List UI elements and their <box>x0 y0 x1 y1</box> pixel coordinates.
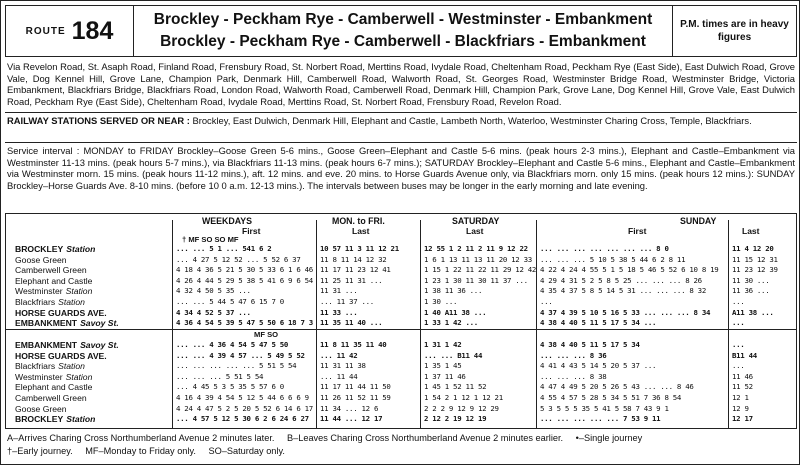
time-cell-wd: ... ... 5 1 ... 541 6 2 <box>176 244 272 253</box>
time-cell-sunl: 11 15 12 31 <box>732 254 778 264</box>
stop-name-text: Elephant and Castle <box>15 382 93 393</box>
time-cell-wd: 4 34 4 52 5 37 ... <box>176 307 251 317</box>
time-cell-wd: 4 16 4 39 4 54 5 12 5 44 6 6 6 9 <box>176 393 309 402</box>
time-cell-sat: 1 38 11 36 ... <box>424 286 483 296</box>
route-number-box <box>6 6 134 56</box>
stop-name <box>15 308 107 318</box>
stop-name-suffix: Station <box>65 286 93 297</box>
sunday-header: SUNDAY <box>680 216 717 226</box>
stop-name <box>15 382 92 392</box>
time-cell-sun: 4 41 4 43 5 14 5 20 5 37 ... <box>540 361 657 371</box>
time-cell-wd: 4 36 4 54 5 39 5 47 5 50 6 18 7 3 <box>176 318 313 328</box>
time-cell-wd: 4 32 4 50 5 35 ... <box>176 286 251 296</box>
route-number: 184 <box>71 16 114 45</box>
time-cell-sun: ... <box>540 297 553 306</box>
time-cell-sun: 4 37 4 39 5 10 5 16 5 33 ... ... ... 8 34 <box>540 307 711 317</box>
table-row <box>6 255 796 265</box>
time-cell-sun: ... ... ... 8 36 <box>540 350 607 360</box>
stop-name <box>15 372 92 382</box>
time-cell-sat: 1 6 1 13 11 13 11 20 12 33 <box>424 254 532 264</box>
time-cell-sat: 1 30 ... <box>424 297 458 306</box>
weekdays-header: WEEKDAYS <box>202 216 253 226</box>
divider <box>5 112 797 113</box>
stop-name-text: HORSE GUARDS AVE. <box>15 350 107 361</box>
time-cell-sunl: 11 23 12 39 <box>732 265 778 275</box>
table-row <box>6 244 796 254</box>
weekdays-first-header: First <box>242 226 261 236</box>
time-cell-sunl: 12 1 <box>732 393 749 402</box>
time-cell-sat: 1 15 1 22 11 22 11 29 12 42 <box>424 265 537 275</box>
stop-name-text: Westminster <box>15 371 63 382</box>
railway-stations-text: Brockley, East Dulwich, Denmark Hill, Elephant and Castle, Lambeth North, Waterloo, Westminster Charing Cross, Temple, Blackfriars. <box>192 115 752 126</box>
time-cell-wd: ... ... ... 5 51 5 54 <box>176 371 264 381</box>
time-cell-sat: 1 35 1 45 <box>424 361 462 371</box>
time-cell-sunl: 11 46 <box>732 371 753 381</box>
stop-name-suffix: Station <box>58 361 85 372</box>
time-cell-mf: ... 11 37 ... <box>320 297 374 306</box>
mon-fri-header: MON. to FRI. <box>332 216 385 226</box>
table-row <box>6 382 796 392</box>
time-cell-mf: 11 8 11 35 11 40 <box>320 340 387 349</box>
route-word: ROUTE <box>25 25 66 37</box>
stop-name-text: Goose Green <box>15 254 67 265</box>
stop-name <box>15 393 87 403</box>
time-cell-sun: ... ... ... 5 10 5 38 5 44 6 2 8 11 <box>540 254 686 264</box>
time-cell-sun: ... ... ... ... ... ... ... 8 0 <box>540 244 669 253</box>
time-cell-sat: 1 40 A11 38 ... <box>424 307 487 317</box>
stop-name-text: Goose Green <box>15 403 67 414</box>
stop-name-suffix: Savoy St. <box>80 318 119 329</box>
route-titles <box>138 9 668 55</box>
time-cell-sun: ... ... ... 8 38 <box>540 371 607 381</box>
divider <box>5 142 797 143</box>
time-cell-sun: 4 38 4 40 5 11 5 17 5 34 ... <box>540 318 657 328</box>
stop-name-text: HORSE GUARDS AVE. <box>15 307 107 318</box>
time-cell-sun: 4 29 4 31 5 2 5 8 5 25 ... ... ... 8 26 <box>540 275 702 285</box>
time-cell-sat: 1 23 1 30 11 30 11 37 ... <box>424 275 528 285</box>
saturday-last-header: Last <box>466 226 484 236</box>
footnote: A–Arrives Charing Cross Northumberland Avenue 2 minutes later. <box>7 433 275 443</box>
table-row <box>6 318 796 328</box>
table-row <box>6 351 796 361</box>
table-row <box>6 340 796 350</box>
stop-name <box>15 286 92 296</box>
time-cell-wd: 4 26 4 44 5 29 5 38 5 41 6 9 6 54 <box>176 275 313 285</box>
time-cell-sat: 2 12 2 19 12 19 <box>424 414 487 424</box>
time-cell-sunl: ... <box>732 340 745 349</box>
route-header <box>5 5 797 57</box>
time-cell-wd: 4 18 4 36 5 21 5 30 5 33 6 1 6 46 <box>176 265 313 275</box>
table-row <box>6 393 796 403</box>
table-row <box>6 286 796 296</box>
time-cell-mf: 11 26 11 52 11 59 <box>320 393 391 402</box>
time-cell-mf: 10 57 11 3 11 12 21 <box>320 244 399 253</box>
time-cell-sunl: 12 17 <box>732 414 753 424</box>
table-row <box>6 308 796 318</box>
time-cell-sunl: 12 9 <box>732 403 749 413</box>
stop-name <box>15 244 95 254</box>
stop-name <box>15 340 119 350</box>
weekday-codes: † MF SO SO MF <box>182 235 239 244</box>
time-cell-sunl: ... <box>732 297 745 306</box>
time-cell-wd: ... ... 4 36 4 54 5 47 5 50 <box>176 340 289 349</box>
direction-divider <box>6 329 796 330</box>
stop-name <box>15 297 85 307</box>
sunday-last-header: Last <box>742 226 760 236</box>
footnotes <box>7 432 795 458</box>
stop-name <box>15 414 95 424</box>
time-cell-sunl: ... <box>732 361 745 371</box>
time-cell-sun: 4 22 4 24 4 55 5 1 5 18 5 46 5 52 6 10 8 19 <box>540 265 719 275</box>
stop-name-suffix: Station <box>65 371 93 382</box>
stop-name-text: EMBANKMENT <box>15 340 78 350</box>
footnote: †–Early journey. <box>7 446 73 456</box>
stop-name <box>15 404 67 414</box>
time-cell-sat: 12 55 1 2 11 2 11 9 12 22 <box>424 244 528 253</box>
stop-name-text: BROCKLEY <box>15 414 64 425</box>
time-cell-sun: 4 55 4 57 5 28 5 34 5 51 7 36 8 54 <box>540 393 682 402</box>
service-interval-paragraph <box>7 145 795 191</box>
time-cell-sunl: 11 52 <box>732 382 753 392</box>
time-cell-mf: 11 8 11 14 12 32 <box>320 254 387 264</box>
time-cell-wd: ... ... 5 44 5 47 6 15 7 0 <box>176 297 284 306</box>
time-cell-sunl: ... <box>732 318 745 328</box>
stop-name-text: EMBANKMENT <box>15 318 78 329</box>
footnote: SO–Saturday only. <box>208 446 285 456</box>
table-row <box>6 276 796 286</box>
saturday-header: SATURDAY <box>452 216 500 226</box>
stop-name <box>15 276 92 286</box>
stop-name-text: Elephant and Castle <box>15 275 93 286</box>
stop-name-text: Blackfriars <box>15 297 56 307</box>
time-cell-mf: ... 11 44 <box>320 371 358 381</box>
stop-name-text: BROCKLEY <box>15 244 64 254</box>
time-cell-mf: 11 33 ... <box>320 307 358 317</box>
footnote: •–Single journey <box>575 433 643 443</box>
stop-name <box>15 351 107 361</box>
footnote: B–Leaves Charing Cross Northumberland Avenue 2 minutes earlier. <box>286 433 564 443</box>
time-cell-wd: ... ... 4 39 4 57 ... 5 49 5 52 <box>176 350 305 360</box>
time-cell-sat: 1 33 1 42 ... <box>424 318 478 328</box>
time-cell-mf: 11 17 11 44 11 50 <box>320 382 391 392</box>
pm-note: P.M. times are in heavy figures <box>672 6 796 56</box>
stop-name-suffix: Station <box>66 414 96 425</box>
time-cell-sun: 4 38 4 40 5 11 5 17 5 34 <box>540 340 640 349</box>
stop-name-suffix: Station <box>66 244 96 254</box>
time-cell-sun: ... ... ... ... ... 7 53 9 11 <box>540 414 661 424</box>
time-cell-sat: ... ... B11 44 <box>424 350 483 360</box>
time-cell-sun: 4 35 4 37 5 8 5 14 5 31 ... ... ... 8 32 <box>540 286 706 296</box>
time-cell-mf: 11 34 ... 12 6 <box>320 403 379 413</box>
mon-fri-last-header: Last <box>352 226 370 236</box>
time-cell-sunl: B11 44 <box>732 350 757 360</box>
stop-name-suffix: Station <box>58 297 85 307</box>
stop-name-text: Camberwell Green <box>15 393 87 403</box>
sunday-first-header: First <box>628 226 647 236</box>
stop-name-text: Westminster <box>15 286 63 297</box>
time-cell-wd: ... 4 45 5 3 5 35 5 57 6 0 <box>176 382 284 392</box>
time-cell-sunl: 11 36 ... <box>732 286 770 296</box>
time-cell-sunl: 11 30 ... <box>732 275 770 285</box>
time-cell-sat: 1 54 2 1 12 1 12 21 <box>424 393 503 402</box>
time-cell-sat: 1 37 11 46 <box>424 371 466 381</box>
time-cell-sun: 4 47 4 49 5 20 5 26 5 43 ... ... 8 46 <box>540 382 694 392</box>
via-paragraph: Via Revelon Road, St. Asaph Road, Finland Road, Frensbury Road, St. Norbert Road, Merttins Road, Ivydale Road, Cheltenham Road, Peckham Rye (East Side), East Dulwich Road, Grove Vale, Dog Kennel Hill, Grove Lane, Champion Park, Denmark Hill, Camberwell Road, Walworth Road, St. Georges Road, Westminster Bridge Road, Westminster Bridge, Victoria Embankment, Blackfriars Bridge, Blackfriars Road, London Road, Walworth Road, Camberwell Road, Denmark Hill, Champion Park, Grove Lane, Dog Kennel Hill, Grove Vale, East Dulwich Road, Peckham Rye (East Side), Cheltenham Road, Ivydale Road, Merttins Road, St. Norbert Road, Frensbury Road, Revelon Road. <box>7 61 795 107</box>
footnote: MF–Monday to Friday only. <box>85 446 196 456</box>
stop-name <box>15 265 87 275</box>
route-title-westminster: Brockley - Peckham Rye - Camberwell - Westminster - Embankment <box>153 11 653 28</box>
time-cell-sun: 5 3 5 5 5 35 5 41 5 58 7 43 9 1 <box>540 403 669 413</box>
railway-stations-paragraph <box>7 115 795 127</box>
table-row <box>6 297 796 307</box>
time-cell-mf: 11 25 11 31 ... <box>320 275 383 285</box>
time-cell-wd: 4 24 4 47 5 2 5 20 5 52 6 14 6 17 <box>176 403 313 413</box>
service-interval-heading: Service interval : <box>7 145 80 156</box>
time-cell-sat: 1 45 1 52 11 52 <box>424 382 487 392</box>
route-title-blackfriars: Brockley - Peckham Rye - Camberwell - Blackfriars - Embankment <box>160 33 646 50</box>
timetable-grid <box>5 213 797 429</box>
stop-name <box>15 318 119 328</box>
time-cell-sunl: 11 4 12 20 <box>732 244 774 253</box>
railway-stations-heading: RAILWAY STATIONS SERVED OR NEAR : <box>7 115 190 126</box>
time-cell-sat: 2 2 2 9 12 9 12 29 <box>424 403 499 413</box>
stop-name <box>15 255 67 265</box>
table-row <box>6 361 796 371</box>
time-cell-mf: 11 31 ... <box>320 286 358 296</box>
stop-name-text: Blackfriars <box>15 361 56 372</box>
table-row <box>6 404 796 414</box>
time-cell-wd: ... 4 27 5 12 52 ... 5 52 6 37 <box>176 254 301 264</box>
time-cell-wd: ... 4 57 5 12 5 30 6 2 6 24 6 27 <box>176 414 309 424</box>
stop-name <box>15 361 85 371</box>
time-cell-mf: 11 44 ... 12 17 <box>320 414 383 424</box>
time-cell-mf: 11 35 11 40 ... <box>320 318 383 328</box>
time-cell-wd: ... ... ... ... ... 5 51 5 54 <box>176 361 297 371</box>
service-interval-text: MONDAY to FRIDAY Brockley–Goose Green 5-6 mins., Goose Green–Elephant and Castle 5-6 mins. (peak hours 2-3 mins.), Elephant and Castle–Embankment via Westminster 11-13 mins. (peak hours 5-7 mins.), via Blackfriars 11-13 mins. (peak hours 6-7 mins.); SATURDAY Brockley–Elephant and Castle 5-6 mins., Elephant and Castle–Embankment via Westminster morn. 15 mins. (peak hours 11-12 mins.), aft. 12 mins. and eve. 20 mins. to Horse Guards Avenue only, via Blackfriars morn. only 15 mins. (peak hours 12 mins.): SUNDAY Brockley–Horse Guards Ave. 8-10 mins. (before 10 0 a.m. 12-13 mins.). The intervals between buses may be longer in the early morning and late evening. <box>7 145 796 191</box>
time-cell-sat: 1 31 1 42 <box>424 340 462 349</box>
table-row <box>6 265 796 275</box>
time-cell-mf: 11 31 11 38 <box>320 361 366 371</box>
time-cell-mf: ... 11 42 <box>320 350 358 360</box>
inbound-codes: MF SO <box>254 330 279 339</box>
time-cell-sunl: A11 38 ... <box>732 307 774 317</box>
table-row <box>6 414 796 424</box>
table-row <box>6 372 796 382</box>
stop-name-suffix: Savoy St. <box>80 340 119 350</box>
stop-name-text: Camberwell Green <box>15 265 87 276</box>
time-cell-mf: 11 17 11 23 12 41 <box>320 265 391 275</box>
